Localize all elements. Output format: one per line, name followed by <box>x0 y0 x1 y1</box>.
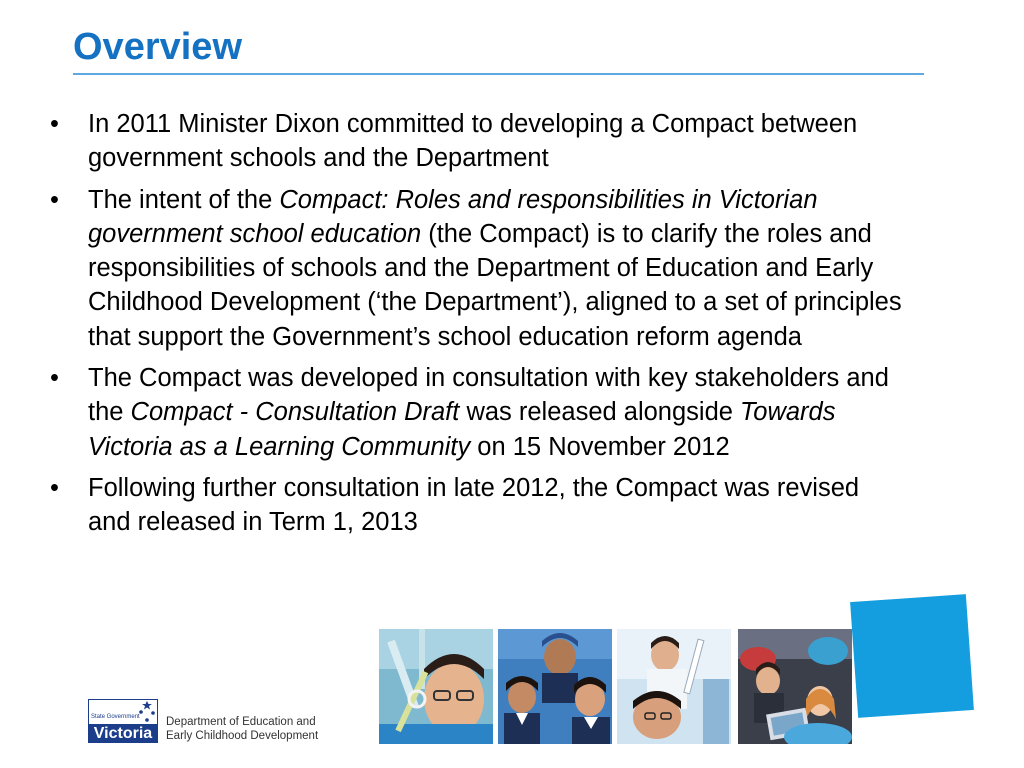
bullet-marker: • <box>50 364 59 393</box>
logo-victoria: Victoria <box>88 724 158 743</box>
bullet-marker: • <box>50 185 59 214</box>
bullet-item-2 <box>48 183 908 354</box>
bullet-text-post: on 15 November 2012 <box>470 432 730 461</box>
compact-title-italic: Compact: Roles and responsibilities in Victorian government school education <box>88 185 818 248</box>
learning-community-italic: Towards Victoria as a Learning Community <box>88 398 836 461</box>
bullet-text-pre: The Compact was developed in consultation with key stakeholders and the <box>88 364 889 427</box>
department-name-line2: Early Childhood Development <box>166 730 319 742</box>
victoria-government-logo <box>88 699 158 743</box>
bullet-item-4 <box>48 471 908 540</box>
bullet-text-post: (the Compact) is to clarify the roles and responsibilities of schools and the Department of Education and Early Childhood Development (‘the Department’), aligned to a set of principles that support the Government’s school education reform agenda <box>88 219 902 351</box>
bullet-marker: • <box>50 110 59 138</box>
southern-cross-icon <box>138 701 156 723</box>
consultation-draft-italic: Compact - Consultation Draft <box>130 398 460 427</box>
bullet-text-pre: The intent of the <box>88 185 280 214</box>
photo-student-science <box>379 629 493 744</box>
department-name <box>166 715 318 743</box>
photo-students-group <box>498 629 612 744</box>
bullet-text-mid: was released alongside <box>459 398 741 427</box>
slide-title: Overview <box>73 26 242 68</box>
bullet-text: In 2011 Minister Dixon committed to developing a Compact between government schools and the Department <box>88 110 858 173</box>
bullet-item-3 <box>48 361 908 464</box>
photo-students-laptop <box>738 629 852 744</box>
title-divider <box>73 73 924 75</box>
photo-lab-experiment <box>617 629 731 744</box>
bullet-item-1 <box>48 107 908 176</box>
department-name-line1: Department of Education and <box>166 716 316 728</box>
bullet-list <box>48 107 908 547</box>
bullet-marker: • <box>50 473 59 502</box>
accent-blue-square <box>850 594 974 718</box>
logo-state-government: State Government <box>91 714 140 720</box>
bullet-text: Following further consultation in late 2012, the Compact was revised and released in Term 1, 2013 <box>88 473 860 537</box>
